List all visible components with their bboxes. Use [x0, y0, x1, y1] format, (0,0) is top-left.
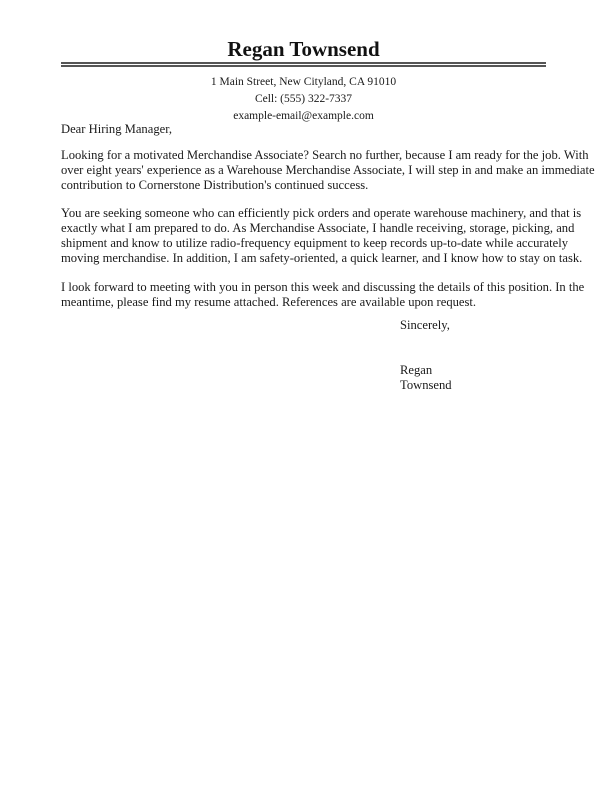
- paragraph-line: contribution to Cornerstone Distribution's continued success.: [61, 178, 369, 192]
- header-rule-bottom: [61, 65, 546, 67]
- paragraph-2: [61, 206, 583, 266]
- closing: Sincerely,: [400, 318, 450, 332]
- signature-block: [400, 363, 452, 393]
- paragraph-line: moving merchandise. In addition, I am safety-oriented, a quick learner, and I know how to stay on task.: [61, 251, 583, 265]
- paragraph-3: [61, 280, 585, 310]
- paragraph-line: meantime, please find my resume attached. References are available upon request.: [61, 295, 477, 309]
- paragraph-1: [61, 148, 595, 193]
- applicant-name: Regan Townsend: [227, 37, 380, 61]
- contact-phone: Cell: (555) 322-7337: [254, 93, 353, 105]
- contact-address: 1 Main Street, New Cityland, CA 91010: [210, 76, 397, 88]
- paragraph-line: You are seeking someone who can efficiently pick orders and operate warehouse machinery, and that is: [61, 206, 582, 220]
- signature-last-name: Townsend: [400, 378, 452, 392]
- paragraph-line: shipment and know to utilize radio-frequency equipment to keep records up-to-date while accurately: [61, 236, 569, 250]
- paragraph-line: Looking for a motivated Merchandise Associate? Search no further, because I am ready for the job. With: [61, 148, 589, 162]
- salutation: Dear Hiring Manager,: [61, 122, 173, 136]
- paragraph-line: over eight years' experience as a Warehouse Merchandise Associate, I will step in and make an immediate: [61, 163, 595, 177]
- paragraph-line: exactly what I am prepared to do. As Merchandise Associate, I handle receiving, storage, picking, and: [61, 221, 575, 235]
- contact-block: [0, 74, 607, 125]
- signature-first-name: Regan: [400, 363, 433, 377]
- paragraph-line: I look forward to meeting with you in person this week and discussing the details of this position. In the: [61, 280, 585, 294]
- contact-email: example-email@example.com: [233, 110, 374, 122]
- header-rule-top: [61, 62, 546, 64]
